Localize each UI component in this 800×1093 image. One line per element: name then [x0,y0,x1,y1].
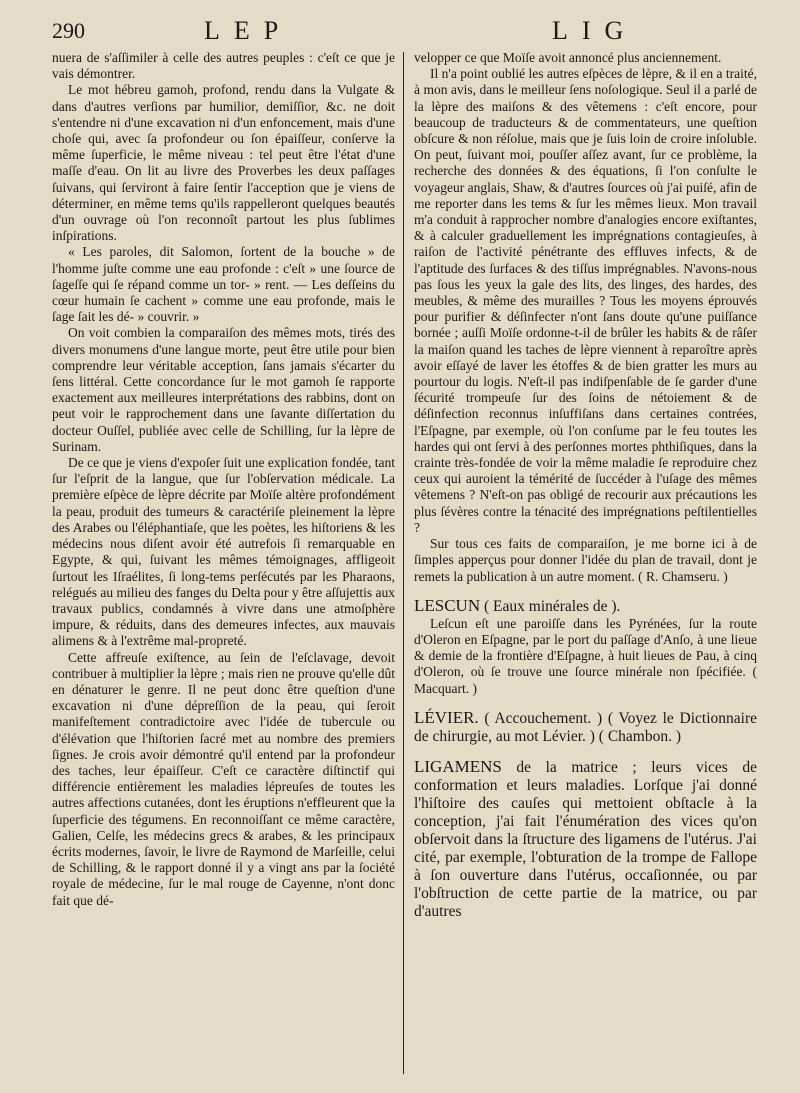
paragraph: Leſcun eſt une paroiſſe dans les Pyrénées, ſur la route d'Oleron en Eſpagne, par le port du paſſage d'Anſo, à une lieue & demie de la frontière d'Eſpagne, à huit lieues de Pau, à cinq d'Oleron, où ſe trouve une ſource minérale non ſpécifiée. ( Macquart. ) [414,615,757,696]
article-heading [414,758,757,921]
page-header [52,16,770,50]
paragraph: Il n'a point oublié les autres eſpèces de lèpre, & il en a traité, à mon avis, dans le meilleur ſens noſologique. Seul il a parlé de la lèpre des maiſons & des vêtemens : c'eſt encore, pour beaucoup de traducteurs & de commentateurs, une queſtion obſcure & non réſolue, mais que je ſuis loin de croire inſoluble. On peut, ſuivant moi, pouſſer aſſez avant, ſur ce problème, la recherche des données & des équations, ſi l'on conſulte le voyageur anglais, Shaw, & d'autres ſources où j'ai puiſé, afin de me reporter dans les tems & ſur les mêmes lieux. Mon travail m'a conduit à rapprocher nombre d'analogies encore exiſtantes, & à calculer graduellement les imprégnations contagieuſes, à raiſon de l'activité pénétrante des effluves infects, & de l'aptitude des ſurfaces & des tiſſus imprégnables. N'avons-nous pas ſous les yeux la gale des lits, des linges, des hardes, des meubles, & même des murailles ? Tous les moyens éprouvés pour purifier & déſinfecter n'ont ſans doute qu'une puiſſance bornée ; auſſi Moïſe ordonne-t-il de brûler les habits & de râſer la maiſon quand les taches de lèpre viennent à reparoître après avoir eſſayé de laver les étoffes & de bien gratter les murs au pourtour du logis. N'eſt-il pas indiſpenſable de ſe garder d'une ſécurité trompeuſe ſur des ſoins de nétoiement & de déſinfection reconnus inſuffiſans dans certaines contrées, l'Eſpagne, par exemple, où l'on conſume par le feu toutes les hardes qui ont ſervi à des perſonnes mortes phthiſiques, dans la crainte très-fondée de voir la même maladie ſe reproduire chez ceux qui auroient la témérité de ſuccéder à l'uſage des mêmes vêtemens ? N'eſt-on pas obligé de recourir aux précautions les plus ſévères contre la ténacité des imprégnations peſtilentielles ? [414,66,757,535]
article-heading-text: ( Accouchement. ) ( Voyez le Dictionnaire de chirurgie, au mot Lévier. ) ( Chambon. ) [414,709,757,745]
paragraph: nuera de s'aſſimiler à celle des autres peuples : c'eſt ce que je vais démontrer. [52,50,395,82]
page-number: 290 [52,18,85,43]
paragraph: Le mot hébreu gamoh, profond, rendu dans la Vulgate & dans d'autres verſions par humilior, demiſſior, &c. ne doit s'entendre ni d'une excavation ni d'un enfoncement, mais d'une choſe qui, avec ſa profondeur ou ſon épaiſſeur, conſerve la même ſuperficie, le même niveau : tel peut être l'état d'une maſſe d'eau. On lit au livre des Proverbes les deux paſſages ſuivans, qui ſerviront à faire ſentir l'acception que je viens de déterminer, en même tems qu'ils rappelleront quelques beautés d'un ouvrage où l'on reconnoît partout les plus ſublimes inſpirations. [52,82,395,244]
article-heading-text: ( Eaux minérales de ). [480,597,621,615]
running-head-right: LIG [552,16,638,45]
article-heading [414,709,757,746]
article-headword: LÉVIER. [414,707,479,727]
paragraph: On voit combien la comparaiſon des mêmes mots, tirés des divers monumens d'une langue morte, peut être utile pour bien comprendre leur véritable acception, ſans jamais s'écarter du ſens littéral. Cette concordance ſur le mot gamoh ſe rapporte exactement aux meilleures interprétations des rabbins, dont on peut voir le rapprochement dans une ſavante diſſertation du docteur Ouſſel, publiée avec celle de Schilling, ſur la lèpre de Surinam. [52,325,395,454]
article-headword: LIGAMENS [414,756,502,776]
paragraph: De ce que je viens d'expoſer ſuit une explication fondée, tant ſur l'eſprit de la langue, que ſur l'obſervation médicale. La première eſpèce de lèpre décrite par Moïſe altère profondément la peau, produit des tumeurs & caractériſe pleinement la lèpre des Arabes ou l'éléphantiaſe, que les poètes, les hiſtoriens & les médecins nous diſent avoir été autrefois ſi remarquable en Egypte, & qui, ſuivant les mêmes témoignages, affligeoit ſurtout les Iſraélites, ſi long-tems perſécutés par les Pharaons, relégués au milieu des fanges du Delta pour y être aſſujettis aux travaux publics, condamnés à vivre dans une atmoſphère impure, & réduits, dans des demeures infectes, aux mauvais alimens & à l'extrême mal-propreté. [52,455,396,649]
paragraph: Sur tous ces faits de comparaiſon, je me borne ici à de ſimples apperçus pour donner l'idée du plan de travail, dont je remets la publication à un autre moment. ( R. Chamseru. ) [414,536,757,584]
left-column [52,50,395,909]
column-rule [403,52,404,1074]
article-heading-text: de la matrice ; leurs vices de conformation et leurs maladies. Lorſque j'ai donné l'hiſtoire des cauſes qui mettoient obſtacle à la conception, j'ai fait l'énumération des vices qu'on obſervoit dans la ſtructure des ligamens de l'utérus. J'ai cité, par exemple, l'obturation de la trompe de Fallope à ſon ouverture dans l'utérus, occaſionnée, ou par l'obſtruction de cette partie de la matrice, ou par d'autres [414,758,757,920]
paragraph: Cette affreuſe exiſtence, au ſein de l'eſclavage, devoit contribuer à multiplier la lèpre ; mais rien ne prouve qu'elle dût en dénaturer le genre. Il ne peut donc être queſtion d'une excavation ni d'une dépreſſion de la peau, qui ſeroit manifeſtement contradictoire avec l'idée de tubercule ou d'élévation que l'hiſtorien ſacré met au nombre des premiers ſignes. Je crois avoir démontré qu'il entend par la profondeur des taches, leur épaiſſeur. C'eſt ce caractère diſtinctif qui différencie entièrement les maladies lépreuſes de toutes les autres affections cutanées, dont les éruptions n'effleurent que la ſuperficie des tégumens. En reconnoiſſant ce même caractère, Galien, Celſe, les médecins grecs & arabes, & les principaux écrits modernes, ſavoir, le livre de Raymond de Marſeille, celui de Schilling, & le rapport donné il y a vingt ans par la ſociété royale de médecine, ſur le mal rouge de Cayenne, n'ont donc fait que dé- [52,649,395,908]
article-headword: LESCUN [414,595,481,615]
right-column [414,50,757,921]
paragraph: velopper ce que Moïſe avoit annoncé plus anciennement. [414,50,722,65]
article-heading [414,597,757,616]
running-head-left: LEP [204,16,293,45]
paragraph: « Les paroles, dit Salomon, ſortent de la bouche » de l'homme juſte comme une eau profonde : c'eſt » une ſource de ſageſſe qui ſe répand comme un tor- » rent. — Les deſſeins du cœur humain ſe cachent » comme une eau profonde, mais le ſage ſait les dé- » couvrir. » [52,244,395,325]
